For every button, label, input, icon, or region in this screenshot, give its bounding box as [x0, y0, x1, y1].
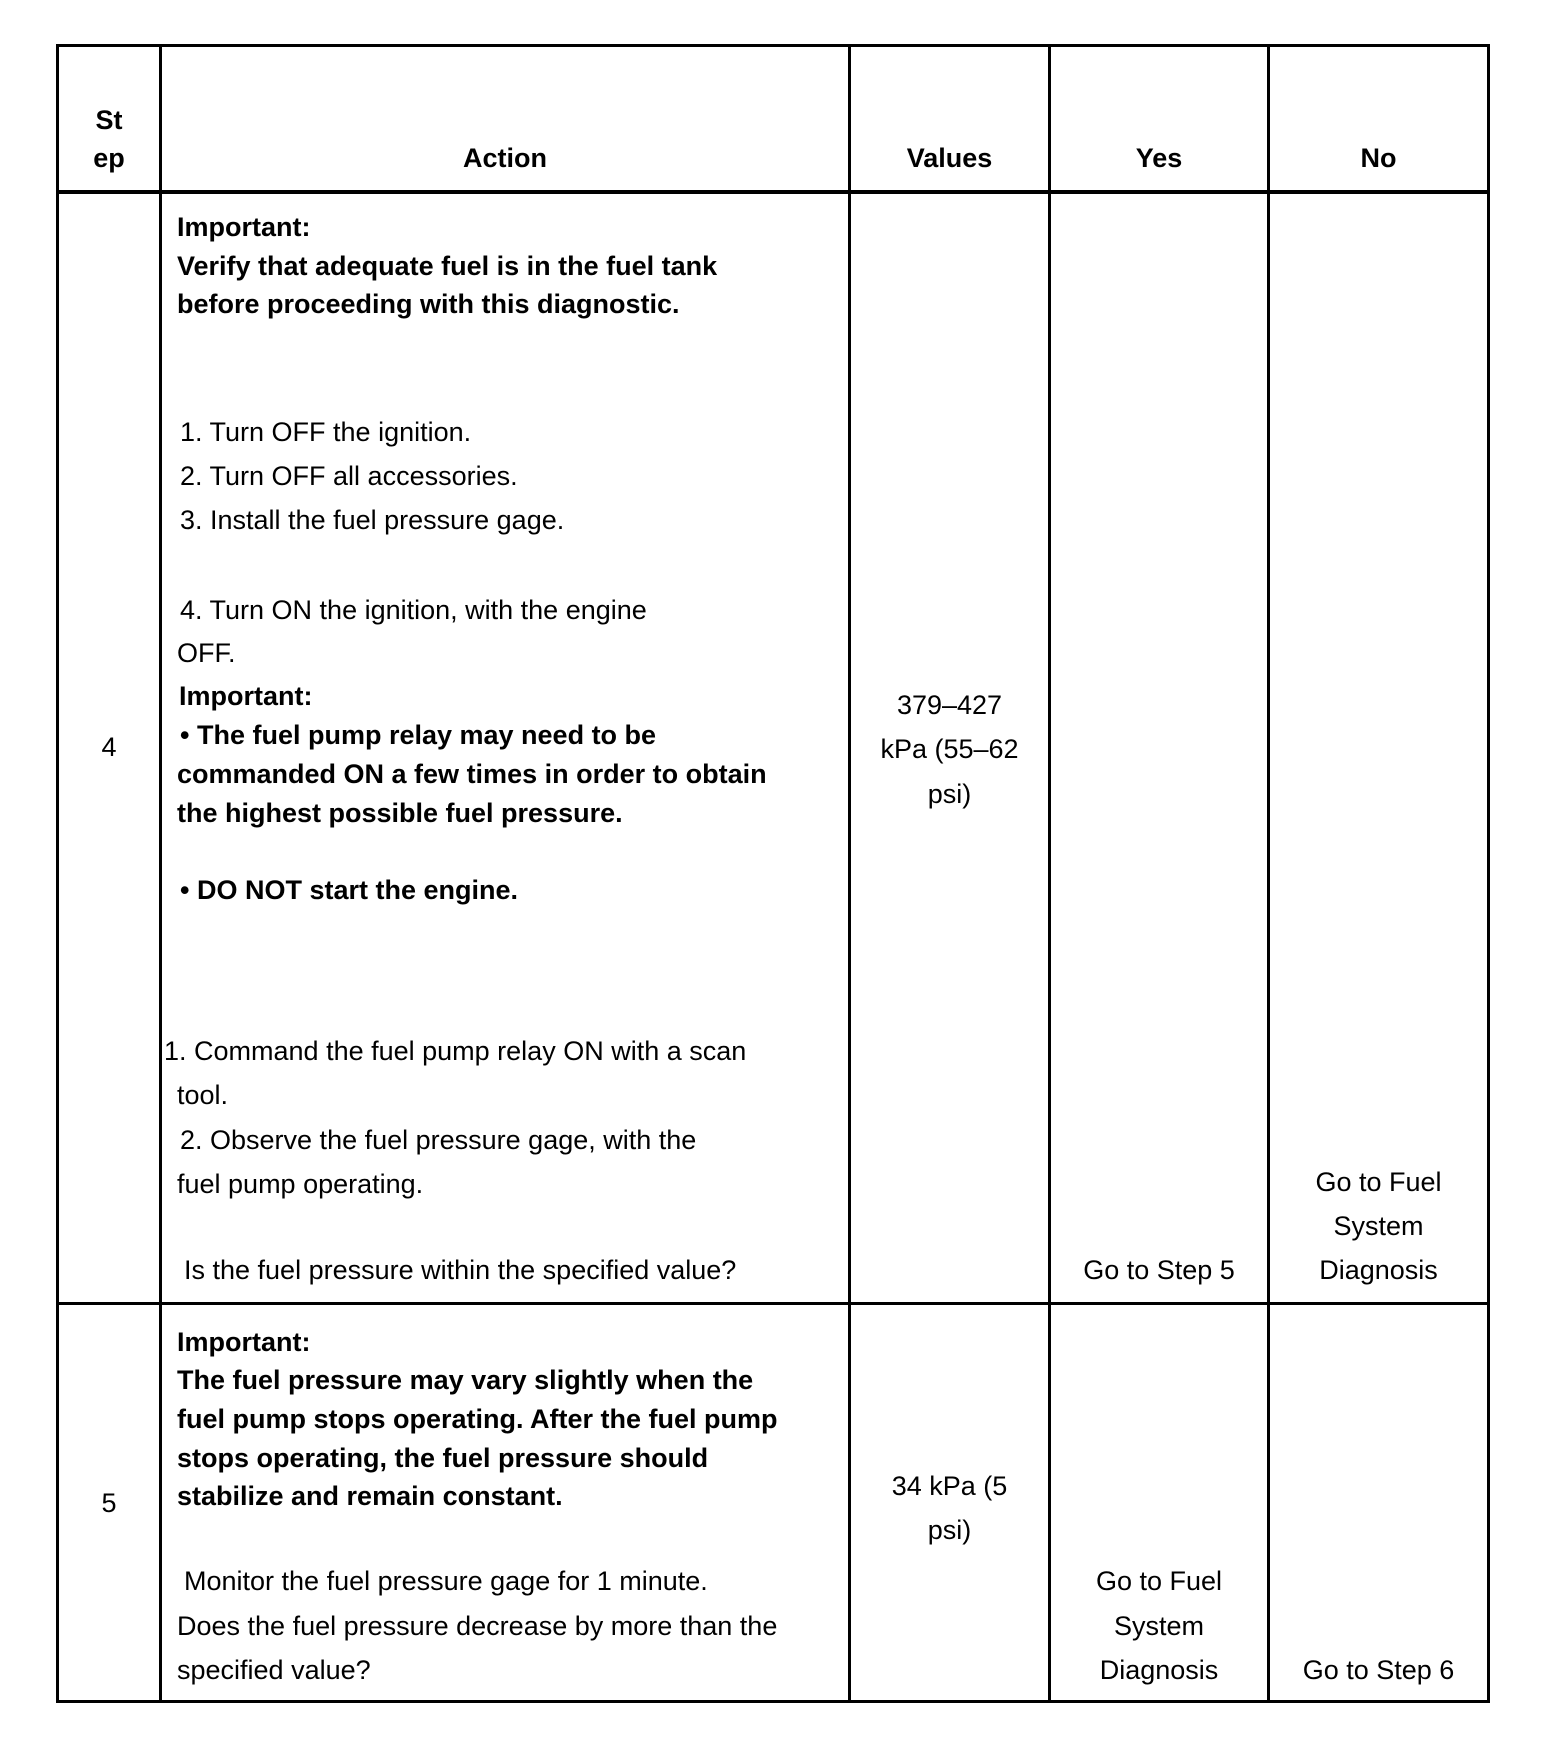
row4-item4-line2: OFF.	[177, 638, 236, 668]
row5-yes-line2: System	[1113, 1611, 1205, 1641]
table-border-bottom	[56, 1700, 1490, 1703]
row-divider	[56, 1302, 1490, 1305]
column-divider-yes	[1267, 44, 1270, 1703]
row4-yes: Go to Step 5	[1083, 1255, 1235, 1285]
row4-bullet2: • DO NOT start the engine.	[180, 875, 518, 905]
table-border-top	[56, 44, 1490, 47]
row4-important-line2: before proceeding with this diagnostic.	[177, 289, 680, 319]
header-divider	[56, 190, 1490, 194]
row4-no-line2: System	[1333, 1211, 1424, 1241]
row4-item4-line1: 4. Turn ON the ignition, with the engine	[180, 595, 647, 625]
row5-yes-line1: Go to Fuel	[1095, 1566, 1223, 1596]
header-action: Action	[463, 143, 547, 173]
row4-bullet1-line1: • The fuel pump relay may need to be	[180, 720, 657, 750]
row5-monitor: Monitor the fuel pressure gage for 1 minute.	[184, 1566, 708, 1596]
row5-value-line2: psi)	[927, 1515, 972, 1545]
row5-important-line4: stabilize and remain constant.	[177, 1481, 563, 1511]
row4-question: Is the fuel pressure within the specified value?	[184, 1255, 737, 1285]
table-border-right	[1487, 44, 1490, 1703]
row4-item1: 1. Turn OFF the ignition.	[180, 417, 472, 447]
row4-important-label: Important:	[177, 212, 311, 242]
row5-step: 5	[101, 1488, 117, 1518]
row4-no-line1: Go to Fuel	[1315, 1167, 1442, 1197]
row5-important-line3: stops operating, the fuel pressure should	[177, 1443, 709, 1473]
row5-important-label: Important:	[177, 1327, 311, 1357]
row4-important2-label: Important:	[179, 681, 313, 711]
row4-command1-line1: 1. Command the fuel pump relay ON with a scan	[164, 1036, 747, 1066]
row4-important-line1: Verify that adequate fuel is in the fuel tank	[177, 251, 718, 281]
header-no: No	[1360, 143, 1397, 173]
row4-item3: 3. Install the fuel pressure gage.	[180, 505, 565, 535]
row5-question-line1: Does the fuel pressure decrease by more than the	[177, 1611, 778, 1641]
row5-no: Go to Step 6	[1302, 1655, 1455, 1685]
row5-question-line2: specified value?	[177, 1655, 371, 1685]
row4-command2-line1: 2. Observe the fuel pressure gage, with the	[180, 1125, 697, 1155]
column-divider-action	[848, 44, 851, 1703]
row4-command2-line2: fuel pump operating.	[177, 1169, 424, 1199]
row4-value-line2: kPa (55–62	[880, 734, 1019, 764]
header-step-line2: ep	[93, 143, 125, 173]
table-border-left	[56, 44, 59, 1703]
row5-yes-line3: Diagnosis	[1099, 1655, 1219, 1685]
header-values: Values	[906, 143, 993, 173]
row4-command1-line2: tool.	[177, 1080, 229, 1110]
header-step-line1: St	[95, 105, 123, 135]
row5-value-line1: 34 kPa (5	[891, 1471, 1008, 1501]
row5-important-line1: The fuel pressure may vary slightly when the	[177, 1365, 754, 1395]
row5-important-line2: fuel pump stops operating. After the fuel pump	[177, 1404, 778, 1434]
row4-bullet1-line2: commanded ON a few times in order to obtain	[177, 759, 767, 789]
column-divider-values	[1048, 44, 1051, 1703]
row4-no-line3: Diagnosis	[1319, 1255, 1438, 1285]
row4-item2: 2. Turn OFF all accessories.	[180, 461, 518, 491]
row4-bullet1-line3: the highest possible fuel pressure.	[177, 798, 623, 828]
row4-step: 4	[101, 732, 117, 762]
header-yes: Yes	[1135, 143, 1183, 173]
row4-value-line1: 379–427	[896, 690, 1003, 720]
column-divider-step	[159, 44, 162, 1703]
row4-value-line3: psi)	[927, 779, 972, 809]
